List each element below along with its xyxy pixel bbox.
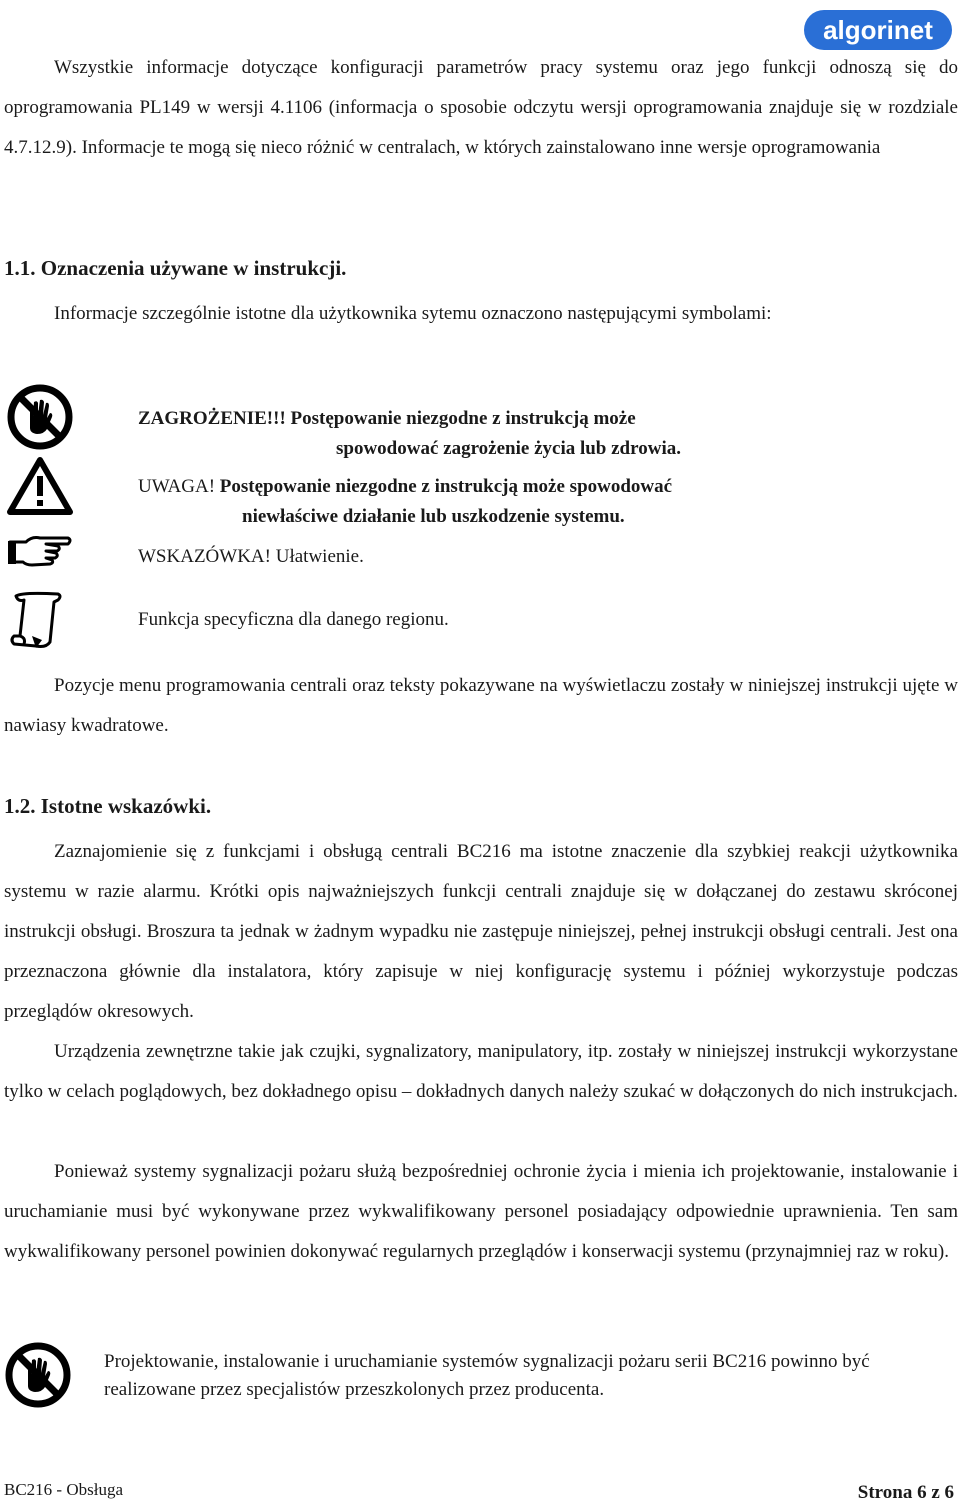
section-heading-1-1: 1.1. Oznaczenia używane w instrukcji. [4, 256, 347, 280]
footer-document-name: BC216 - Obsługa [4, 1480, 123, 1499]
hint-description [138, 542, 364, 572]
danger-line2: spowodować zagrożenie życia lub zdrowia. [336, 438, 681, 459]
intro-paragraph: Wszystkie informacje dotyczące konfiguracji parametrów pracy systemu oraz jego funkcji odnoszą się do oprogramowania PL149 w wersji 4.1106 (informacja o sposobie odczytu wersji oprogramowania znajduje się w rozdziale 4.7.12.9). Informacje te mogą się nieco różnić w centralach, w których zainstalowano inne wersje oprogramowania [4, 57, 958, 158]
danger-line1: Postępowanie niezgodne z instrukcją może [290, 408, 636, 429]
important-paragraph-1: Zaznajomienie się z funkcjami i obsługą centrali BC216 ma istotne znaczenie dla szybkiej reakcji użytkownika systemu w razie alarmu. Krótki opis najważniejszych funkcji centrali znajduje się w dołączanej do zestawu skróconej instrukcji obsługi. Broszura ta jednak w żadnym wypadku nie zastępuje niniejszej, pełnej instrukcji obsługi centrali. Jest ona przeznaczona głównie dla instalatora, który zapisuje w niej konfigurację systemu i później wykorzystuje podczas przeglądów okresowych. [4, 841, 958, 1022]
danger-description [138, 404, 681, 464]
final-note: Projektowanie, instalowanie i uruchamianie systemów sygnalizacji pożaru serii BC216 powinno być realizowane przez specjalistów przeszkolonych przez producenta. [104, 1351, 870, 1400]
svg-text:algorinet: algorinet [823, 15, 933, 45]
regional-description: Funkcja specyficzna dla danego regionu. [138, 609, 449, 630]
symbols-lead: Informacje szczególnie istotne dla użytkownika sytemu oznaczono następującymi symbolami: [54, 303, 772, 324]
footer-page-number: Strona 6 z 6 [857, 1482, 954, 1503]
important-paragraph-3: Ponieważ systemy sygnalizacji pożaru służą bezpośredniej ochronie życia i mienia ich projektowanie, instalowanie i uruchamianie musi być wykonywane przez wykwalifikowany personel posiadający odpowiednie uprawnienia. Ten sam wykwalifikowany personel powinien dokonywać regularnych przeglądów i konserwacji systemu (przynajmniej raz w roku). [4, 1161, 958, 1262]
warning-triangle-icon [6, 456, 74, 521]
scroll-icon [6, 590, 66, 657]
pointing-hand-icon [6, 532, 74, 577]
warning-line2: niewłaściwe działanie lub uszkodzenie systemu. [242, 506, 625, 527]
warning-line1: Postępowanie niezgodne z instrukcją może spowodować [219, 476, 673, 497]
section-heading-1-2: 1.2. Istotne wskazówki. [4, 794, 212, 818]
danger-label: ZAGROŻENIE!!! [138, 408, 286, 429]
prohibition-hand-icon [4, 1342, 72, 1413]
prohibition-hand-icon [6, 384, 74, 455]
hint-label: WSKAZÓWKA! [138, 546, 271, 567]
warning-label: UWAGA! [138, 476, 216, 497]
hint-text: Ułatwienie. [275, 546, 364, 567]
menu-note-paragraph: Pozycje menu programowania centrali oraz teksty pokazywane na wyświetlaczu zostały w niniejszej instrukcji ujęte w nawiasy kwadratowe. [4, 675, 958, 736]
important-paragraph-2: Urządzenia zewnętrzne takie jak czujki, sygnalizatory, manipulatory, itp. zostały w niniejszej instrukcji wykorzystane tylko w celach poglądowych, bez dokładnego opisu – dokładnych danych należy szukać w dołączonych do nich instrukcjach. [4, 1041, 958, 1102]
warning-description [138, 472, 672, 532]
